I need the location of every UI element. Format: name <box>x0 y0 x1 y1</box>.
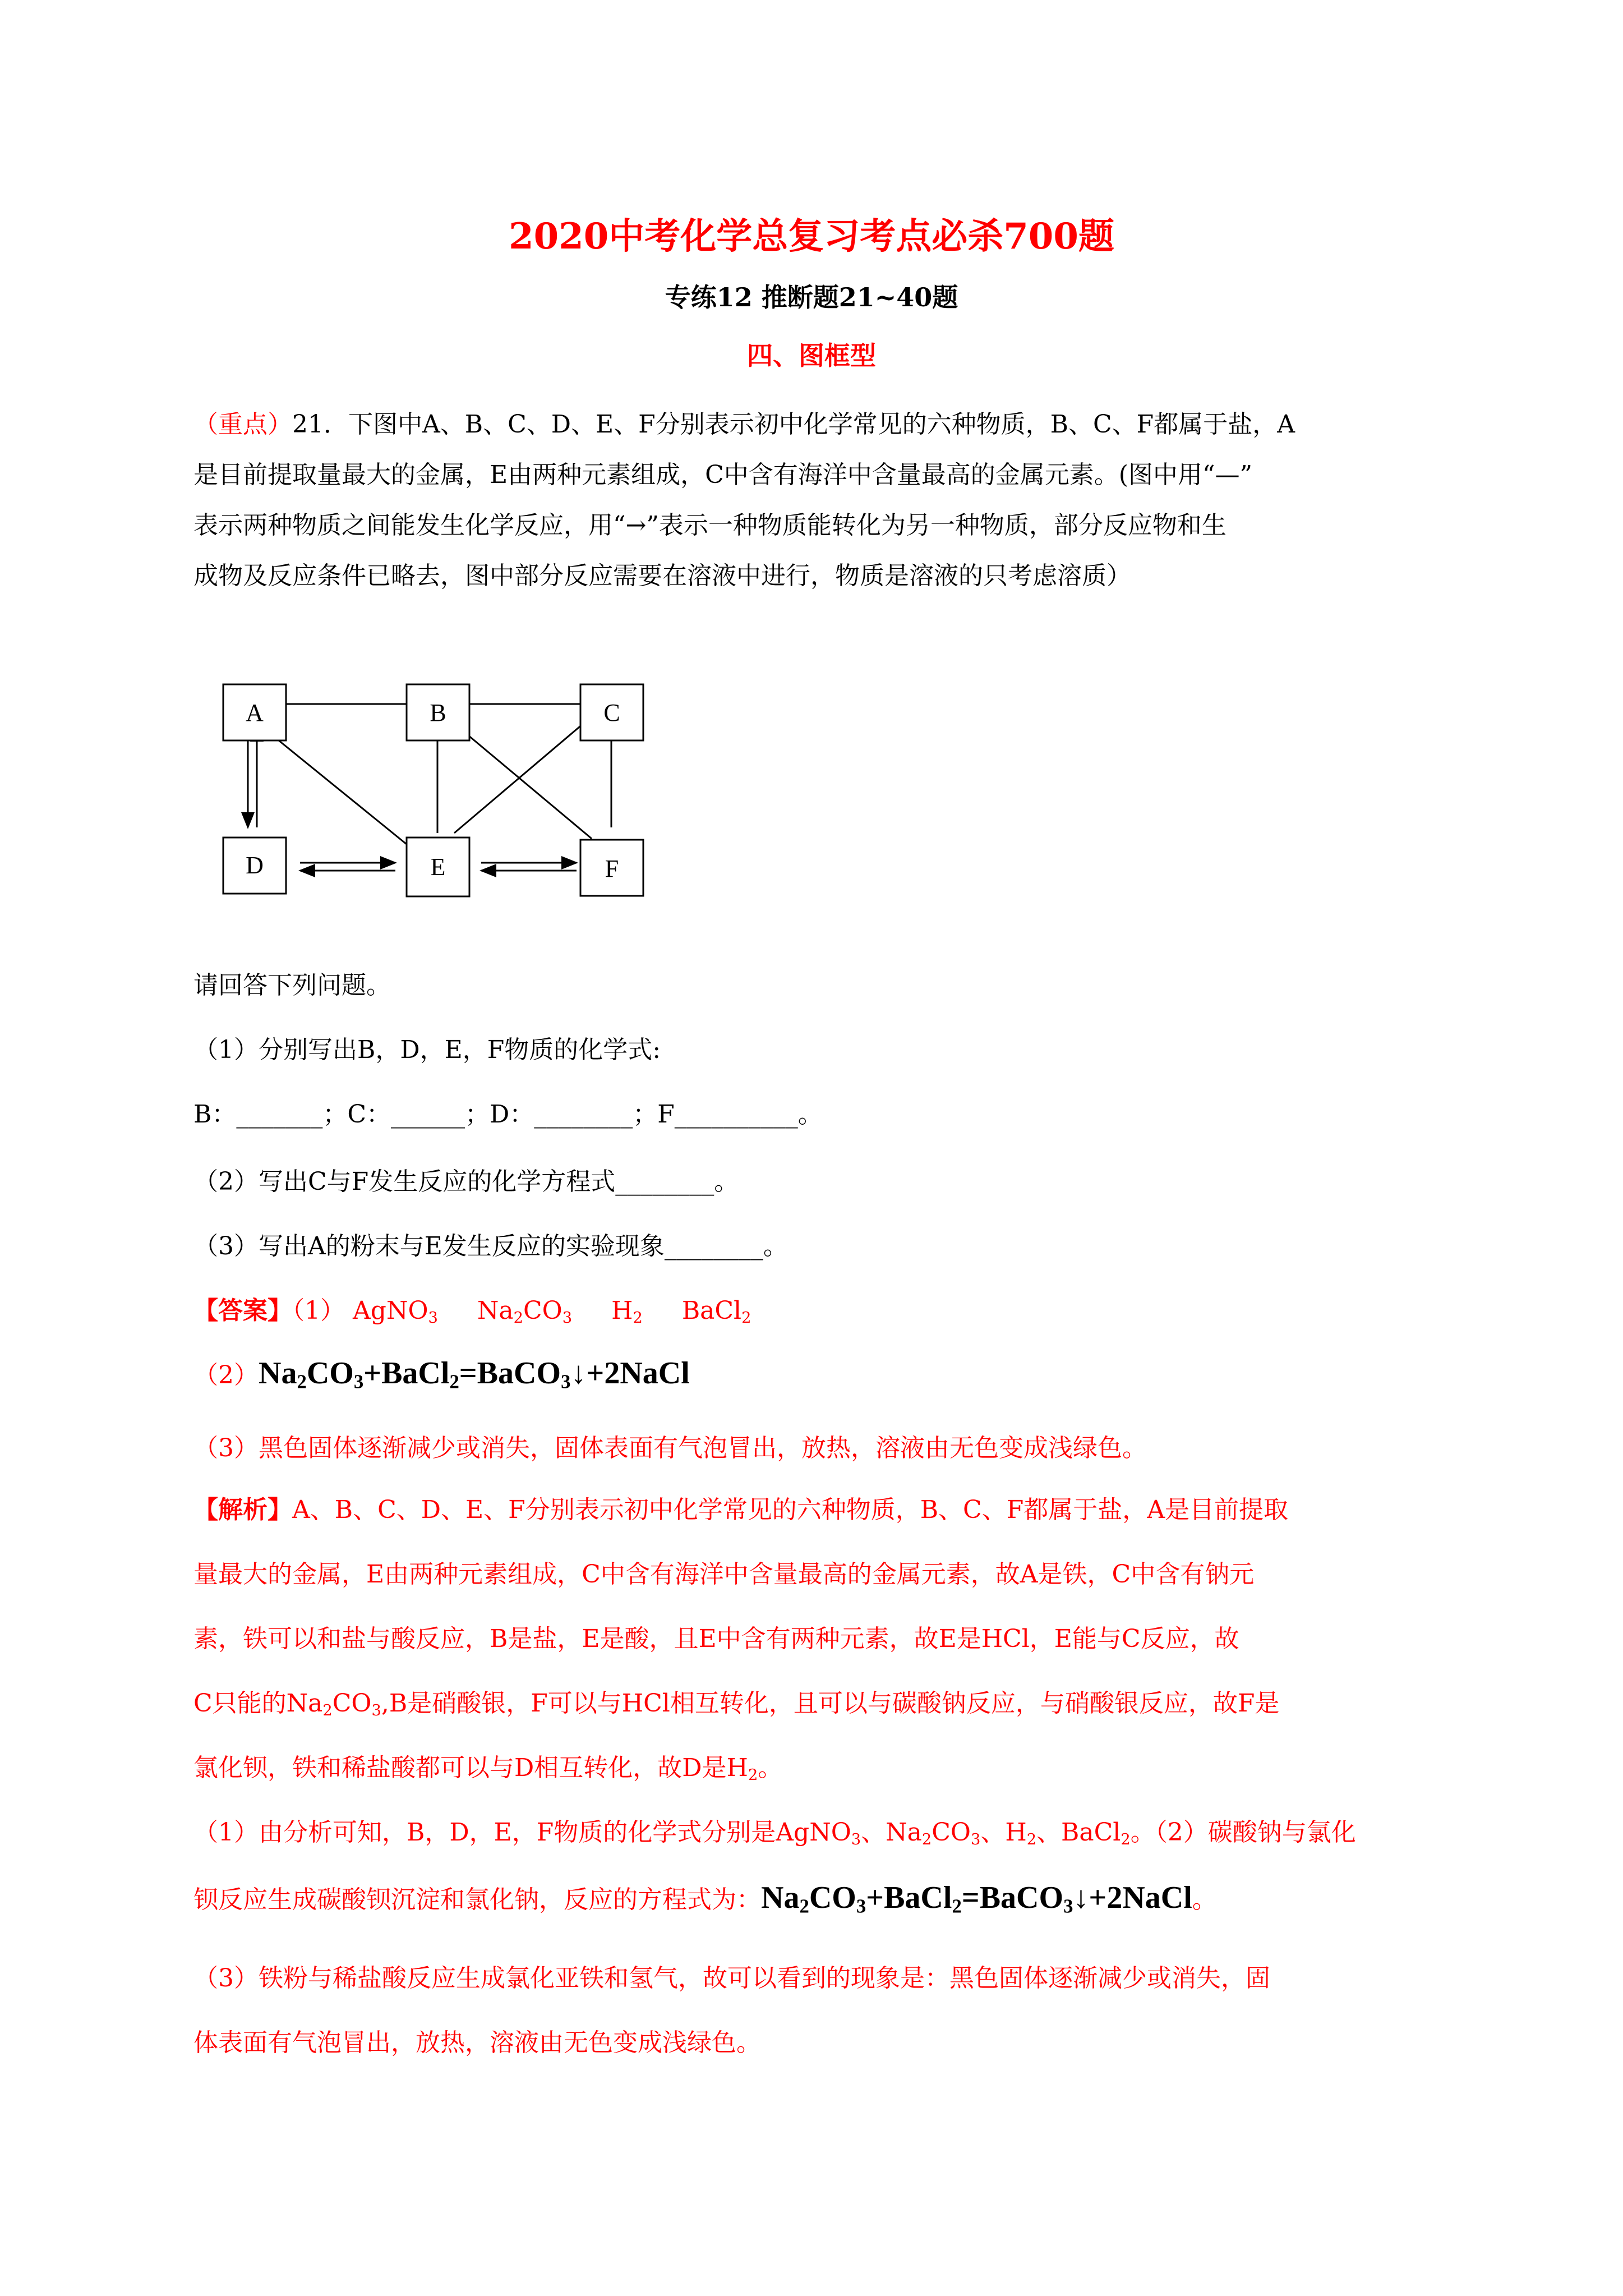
prompt-q2: （2）写出C与F发生反应的化学方程式________。 <box>193 1167 739 1196</box>
node-label-E: E <box>430 853 446 881</box>
answer-line-3: （3）黑色固体逐渐减少或消失，固体表面有气泡冒出，放热，溶液由无色变成浅绿色。 <box>193 1434 1147 1462</box>
page-title: 2020中考化学总复习考点必杀700题 <box>509 215 1114 257</box>
node-label-C: C <box>603 699 620 726</box>
node-label-D: D <box>246 852 264 879</box>
analysis-label: 【解析】 <box>193 1496 292 1524</box>
question-line-1: （重点）21．下图中A、B、C、D、E、F分别表示初中化学常见的六种物质，B、C、F都属于盐，A <box>193 410 1295 439</box>
node-label-B: B <box>430 699 446 726</box>
question-line-2: 是目前提取量最大的金属，E由两种元素组成，C中含有海洋中含量最高的金属元素。(图中用“—” <box>193 461 1252 489</box>
analysis-line-3: 素，铁可以和盐与酸反应，B是盐，E是酸，且E中含有两种元素，故E是HCl，E能与C反应，故 <box>193 1625 1239 1653</box>
answer-1-values: AgNO$_3$ $Na_2CO_3$ $H_2$ BaCl$_2$ <box>353 1296 751 1327</box>
analysis-equation: $Na_2CO_3+BaCl_2=BaCO_3↓+2NaCl$ <box>761 1880 1192 1917</box>
prompt-q3: （3）写出A的粉末与E发生反应的实验现象________。 <box>193 1232 788 1260</box>
analysis-line-5: 氯化钡，铁和稀盐酸都可以与D相互转化，故D是$H_2$。 <box>193 1754 783 1784</box>
answer-line-2: $(2)Na_2CO_3+BaCl_2=BaCO_3↓+2NaCl$ <box>193 1356 690 1393</box>
question-line-4: 成物及反应条件已略去，图中部分反应需要在溶液中进行，物质是溶液的只考虑溶质） <box>193 562 1131 590</box>
reaction-diagram <box>213 670 662 906</box>
analysis-line-6: （1）由分析可知，B，D，E，F物质的化学式分别是AgNO$_3$、$Na_2CO_3$、$H_2$、BaCl$_2$。（2）碳酸钠与氯化 <box>193 1818 1356 1848</box>
line-A-E <box>258 724 407 844</box>
question-tag: （重点） <box>193 410 292 439</box>
prompt-q1: （1）分别写出B，D，E，F物质的化学式: <box>193 1036 661 1064</box>
answer-line-1: 【答案】（1） AgNO$_3$ $Na_2CO_3$ $H_2$ BaCl$_2$ <box>193 1290 790 1326</box>
prompt-intro: 请回答下列问题。 <box>193 971 391 1000</box>
analysis-line-4: C只能的$Na_2CO_3,B$是硝酸银，F可以与HCl相互转化，且可以与碳酸钠反应，与硝酸银反应，故F是 <box>193 1689 1280 1719</box>
analysis-line-2: 量最大的金属，E由两种元素组成，C中含有海洋中含量最高的金属元素，故A是铁，C中含有钠元 <box>193 1560 1255 1589</box>
node-label-F: F <box>605 855 619 882</box>
analysis-line-7: 钡反应生成碳酸钡沉淀和氯化钠，反应的方程式为：$Na_2CO_3+BaCl_2=BaCO_3↓+2NaCl$。 <box>193 1880 1217 1917</box>
line-B-F <box>454 724 592 839</box>
analysis-line-1: 【解析】A、B、C、D、E、F分别表示初中化学常见的六种物质，B、C、F都属于盐，A是目前提取 <box>193 1496 1289 1524</box>
answer-equation: $Na_2CO_3+BaCl_2=BaCO_3↓+2NaCl$ <box>259 1356 690 1393</box>
answer-label: 【答案】 <box>193 1296 292 1325</box>
analysis-line-8: （3）铁粉与稀盐酸反应生成氯化亚铁和氢气，故可以看到的现象是：黑色固体逐渐减少或消失，固 <box>193 1964 1270 1993</box>
prompt-q1-blanks: B：_______；C：______；D：________；F__________。 <box>193 1100 823 1129</box>
analysis-line-9: 体表面有气泡冒出，放热，溶液由无色变成浅绿色。 <box>193 2028 761 2057</box>
node-label-A: A <box>246 699 264 726</box>
question-line-3: 表示两种物质之间能发生化学反应，用“→”表示一种物质能转化为另一种物质，部分反应物和生 <box>193 511 1227 540</box>
section-heading: 四、图框型 <box>747 341 876 371</box>
page-subtitle: 专练12 推断题21~40题 <box>665 282 958 312</box>
